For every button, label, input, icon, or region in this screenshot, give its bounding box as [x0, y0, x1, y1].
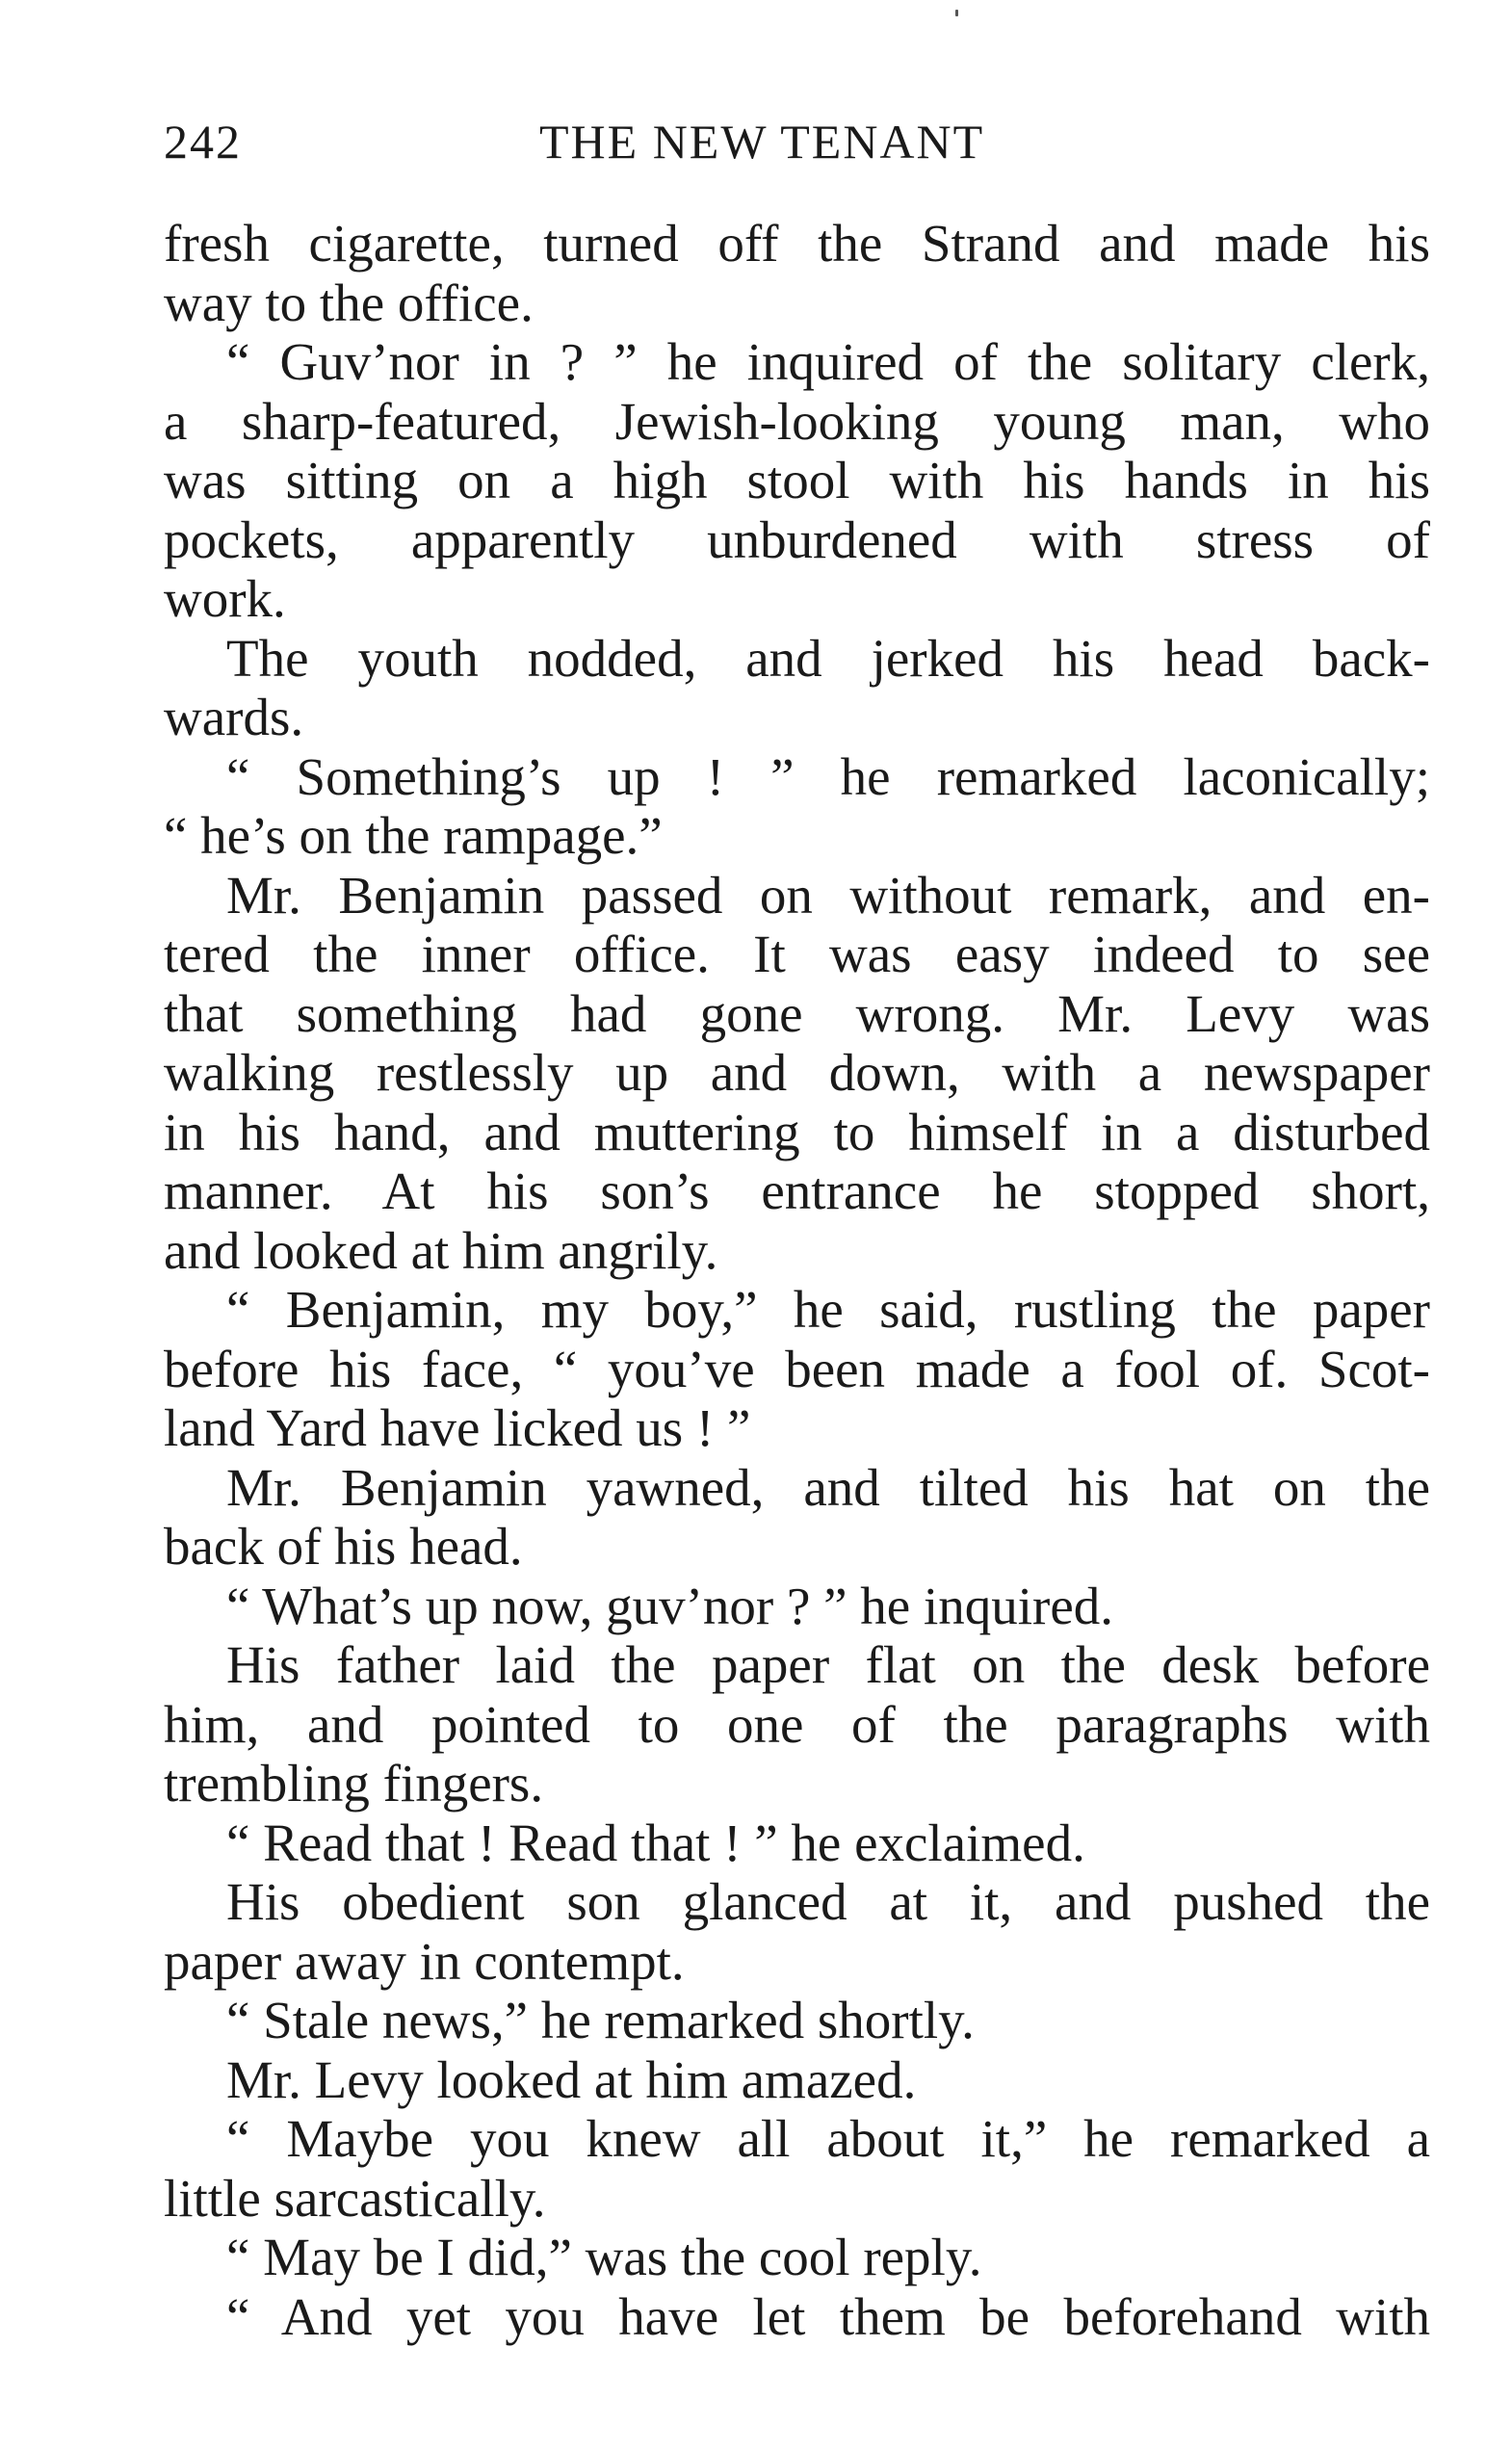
text-line: The youth nodded, and jerked his head back- [226, 628, 1430, 688]
running-title: THE NEW TENANT [539, 115, 985, 169]
text-line: Mr. Levy looked at him amazed. [226, 2049, 917, 2109]
text-line: His father laid the paper flat on the desk before [226, 1635, 1430, 1694]
text-line: paper away in contempt. [164, 1931, 685, 1991]
text-line: fresh cigarette, turned off the Strand and made his [164, 214, 1430, 273]
text-line: walking restlessly up and down, with a newspaper [164, 1043, 1430, 1102]
print-speck [955, 10, 958, 16]
text-line: a sharp-featured, Jewish-looking young man, who [164, 391, 1430, 451]
text-line: His obedient son glanced at it, and pushed the [226, 1872, 1430, 1931]
text-line: manner. At his son’s entrance he stopped short, [164, 1161, 1430, 1220]
text-line: “ Benjamin, my boy,” he said, rustling the paper [226, 1280, 1430, 1339]
text-line: “ And yet you have let them be beforehand with [226, 2286, 1430, 2346]
text-line: Mr. Benjamin passed on without remark, and en- [226, 865, 1430, 925]
text-line: little sarcastically. [164, 2168, 546, 2228]
text-line: and looked at him angrily. [164, 1220, 718, 1280]
running-head [164, 114, 1430, 171]
text-line: work. [164, 569, 286, 628]
text-line: trembling fingers. [164, 1754, 544, 1813]
text-line: way to the office. [164, 273, 534, 332]
text-line: wards. [164, 688, 304, 746]
text-line: “ Stale news,” he remarked shortly. [226, 1991, 975, 2049]
text-line: was sitting on a high stool with his hands in his [164, 451, 1430, 509]
text-line: “ What’s up now, guv’nor ? ” he inquired. [226, 1576, 1114, 1635]
text-line: “ Read that ! Read that ! ” he exclaimed. [226, 1813, 1085, 1872]
page-number: 242 [164, 115, 242, 169]
text-line: “ he’s on the rampage.” [164, 806, 663, 865]
text-line: “ May be I did,” was the cool reply. [226, 2228, 982, 2286]
text-line: “ Something’s up ! ” he remarked laconically; [226, 746, 1430, 806]
text-line: that something had gone wrong. Mr. Levy was [164, 983, 1430, 1043]
text-line: land Yard have licked us ! ” [164, 1398, 751, 1457]
text-line: pockets, apparently unburdened with stress of [164, 509, 1430, 569]
text-line: in his hand, and muttering to himself in a disturbed [164, 1102, 1430, 1161]
text-line: him, and pointed to one of the paragraphs with [164, 1694, 1430, 1754]
text-line: back of his head. [164, 1517, 523, 1576]
text-line: before his face, “ you’ve been made a fool of. Scot- [164, 1339, 1430, 1398]
text-line: “ Guv’nor in ? ” he inquired of the solitary clerk, [226, 332, 1430, 391]
text-line: Mr. Benjamin yawned, and tilted his hat on the [226, 1457, 1430, 1517]
text-line: “ Maybe you knew all about it,” he remarked a [226, 2109, 1430, 2168]
body-text [164, 214, 1430, 2346]
text-line: tered the inner office. It was easy indeed to see [164, 925, 1430, 983]
